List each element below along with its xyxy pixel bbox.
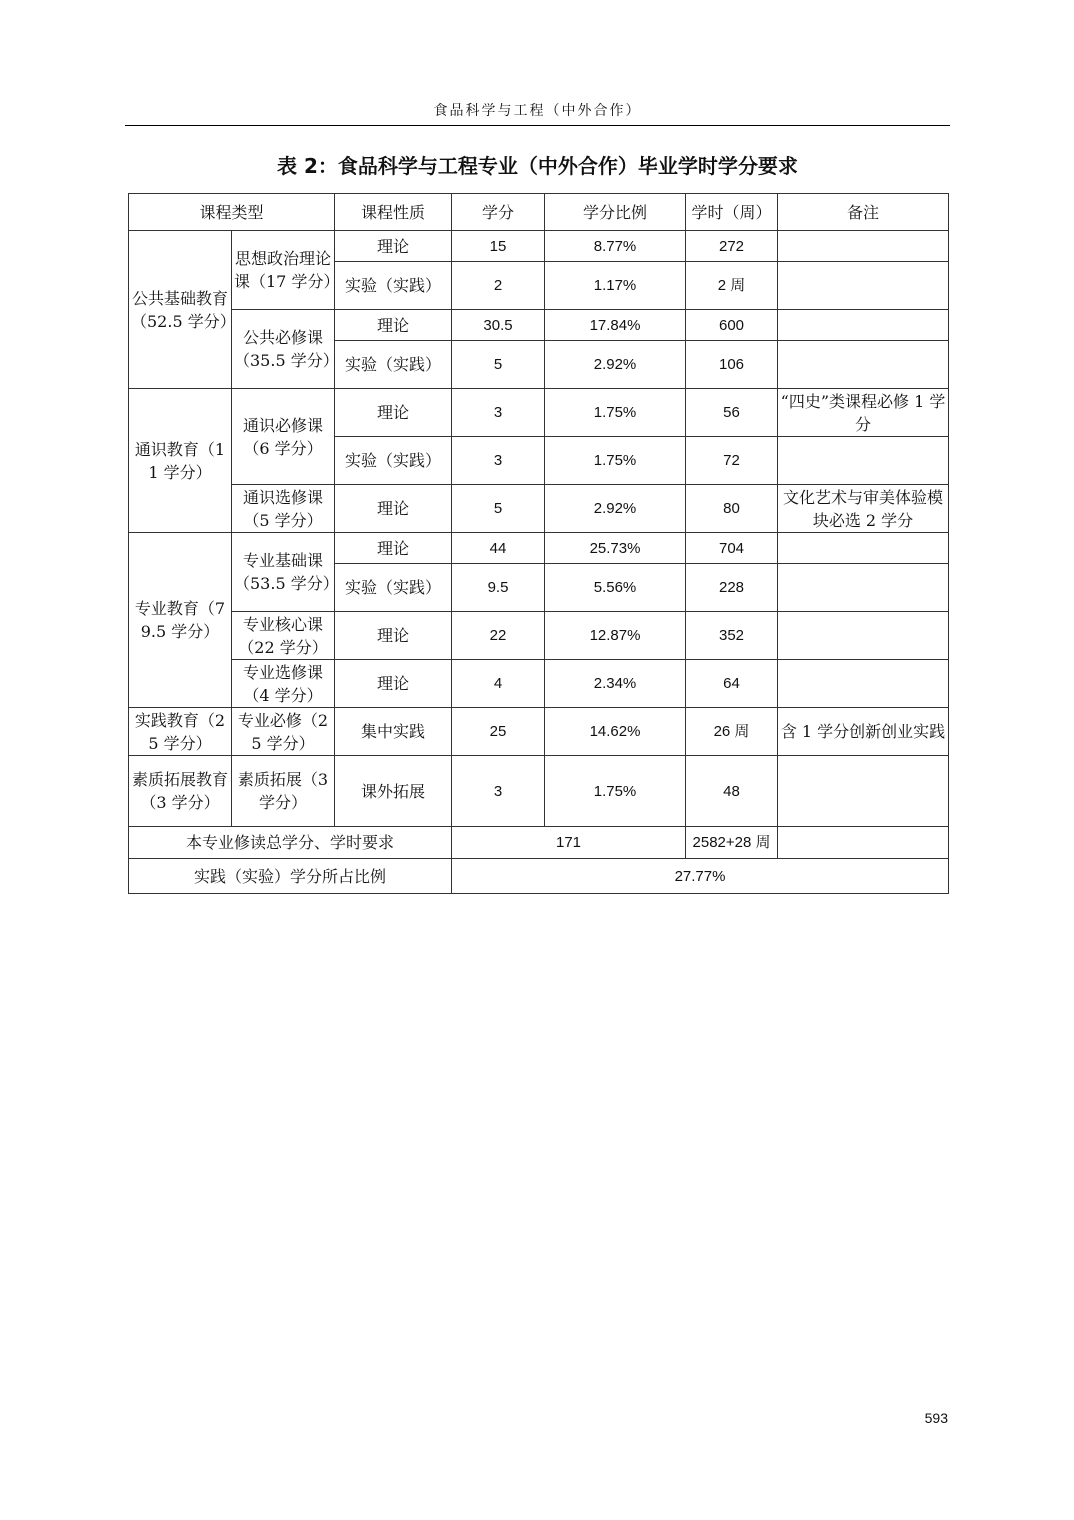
cell-hours: 272	[686, 231, 778, 262]
cell-nature: 理论	[335, 612, 452, 660]
cell-credits: 22	[452, 612, 545, 660]
cell-note: 含 1 学分创新创业实践	[778, 708, 949, 756]
subgroup-ideology: 思想政治理论课（17 学分）	[232, 231, 335, 310]
cell-nature: 实验（实践）	[335, 437, 452, 485]
cell-nature: 理论	[335, 660, 452, 708]
cell-nature: 集中实践	[335, 708, 452, 756]
cell-note	[778, 437, 949, 485]
cell-hours: 228	[686, 564, 778, 612]
header-credit-ratio: 学分比例	[545, 194, 686, 231]
cell-hours: 704	[686, 533, 778, 564]
cell-hours: 2 周	[686, 262, 778, 310]
practice-ratio-value: 27.77%	[452, 859, 949, 894]
total-note	[778, 827, 949, 859]
total-credits: 171	[452, 827, 686, 859]
cell-nature: 理论	[335, 389, 452, 437]
cell-ratio: 1.75%	[545, 756, 686, 827]
cell-credits: 3	[452, 389, 545, 437]
table-row	[129, 231, 949, 262]
cell-hours: 600	[686, 310, 778, 341]
cell-ratio: 5.56%	[545, 564, 686, 612]
subgroup-major-required: 专业必修（25 学分）	[232, 708, 335, 756]
cell-credits: 25	[452, 708, 545, 756]
table-row	[129, 533, 949, 564]
cell-credits: 3	[452, 437, 545, 485]
cell-hours: 352	[686, 612, 778, 660]
cell-note	[778, 756, 949, 827]
subgroup-major-basic: 专业基础课（53.5 学分）	[232, 533, 335, 612]
cell-nature: 实验（实践）	[335, 262, 452, 310]
credit-requirements-table	[128, 193, 949, 894]
cell-nature: 理论	[335, 485, 452, 533]
group-quality: 素质拓展教育（3 学分）	[129, 756, 232, 827]
cell-credits: 4	[452, 660, 545, 708]
cell-ratio: 1.75%	[545, 389, 686, 437]
cell-credits: 44	[452, 533, 545, 564]
table-row	[129, 708, 949, 756]
table-row	[129, 485, 949, 533]
cell-credits: 9.5	[452, 564, 545, 612]
cell-credits: 15	[452, 231, 545, 262]
cell-ratio: 1.17%	[545, 262, 686, 310]
group-general: 通识教育（11 学分）	[129, 389, 232, 533]
cell-nature: 理论	[335, 533, 452, 564]
table-row	[129, 660, 949, 708]
header-course-nature: 课程性质	[335, 194, 452, 231]
cell-hours: 64	[686, 660, 778, 708]
subgroup-quality-ext: 素质拓展（3 学分）	[232, 756, 335, 827]
cell-ratio: 17.84%	[545, 310, 686, 341]
cell-hours: 106	[686, 341, 778, 389]
cell-ratio: 12.87%	[545, 612, 686, 660]
cell-credits: 2	[452, 262, 545, 310]
cell-nature: 实验（实践）	[335, 564, 452, 612]
subgroup-general-required: 通识必修课（6 学分）	[232, 389, 335, 485]
cell-note	[778, 310, 949, 341]
subgroup-major-core: 专业核心课（22 学分）	[232, 612, 335, 660]
cell-note	[778, 533, 949, 564]
cell-ratio: 1.75%	[545, 437, 686, 485]
total-label: 本专业修读总学分、学时要求	[129, 827, 452, 859]
cell-credits: 30.5	[452, 310, 545, 341]
table-title: 表 2：食品科学与工程专业（中外合作）毕业学时学分要求	[277, 154, 798, 178]
cell-ratio: 2.92%	[545, 485, 686, 533]
table-row	[129, 310, 949, 341]
header-note: 备注	[778, 194, 949, 231]
practice-ratio-label: 实践（实验）学分所占比例	[129, 859, 452, 894]
header-course-type: 课程类型	[129, 194, 335, 231]
cell-note	[778, 231, 949, 262]
group-practice: 实践教育（25 学分）	[129, 708, 232, 756]
cell-ratio: 25.73%	[545, 533, 686, 564]
cell-hours: 26 周	[686, 708, 778, 756]
cell-credits: 5	[452, 341, 545, 389]
cell-note	[778, 564, 949, 612]
cell-credits: 3	[452, 756, 545, 827]
cell-nature: 理论	[335, 310, 452, 341]
cell-note	[778, 660, 949, 708]
cell-ratio: 2.92%	[545, 341, 686, 389]
cell-note: 文化艺术与审美体验模块必选 2 学分	[778, 485, 949, 533]
page-number: 593	[924, 1410, 948, 1426]
table-row	[129, 389, 949, 437]
table-header-row	[129, 194, 949, 231]
cell-ratio: 14.62%	[545, 708, 686, 756]
cell-nature: 课外拓展	[335, 756, 452, 827]
cell-note: “四史”类课程必修 1 学分	[778, 389, 949, 437]
header-hours: 学时（周）	[686, 194, 778, 231]
subgroup-public-required: 公共必修课（35.5 学分）	[232, 310, 335, 389]
running-header: 食品科学与工程（中外合作）	[125, 100, 950, 126]
cell-ratio: 8.77%	[545, 231, 686, 262]
cell-nature: 实验（实践）	[335, 341, 452, 389]
subgroup-major-elective: 专业选修课（4 学分）	[232, 660, 335, 708]
cell-hours: 56	[686, 389, 778, 437]
total-row	[129, 827, 949, 859]
practice-ratio-row	[129, 859, 949, 894]
cell-credits: 5	[452, 485, 545, 533]
table-row	[129, 756, 949, 827]
cell-note	[778, 341, 949, 389]
cell-note	[778, 612, 949, 660]
cell-hours: 72	[686, 437, 778, 485]
subgroup-general-elective: 通识选修课（5 学分）	[232, 485, 335, 533]
header-credits: 学分	[452, 194, 545, 231]
cell-hours: 80	[686, 485, 778, 533]
cell-ratio: 2.34%	[545, 660, 686, 708]
total-hours: 2582+28 周	[686, 827, 778, 859]
group-public: 公共基础教育（52.5 学分）	[129, 231, 232, 389]
table-row	[129, 612, 949, 660]
group-major: 专业教育（79.5 学分）	[129, 533, 232, 708]
cell-nature: 理论	[335, 231, 452, 262]
cell-note	[778, 262, 949, 310]
cell-hours: 48	[686, 756, 778, 827]
